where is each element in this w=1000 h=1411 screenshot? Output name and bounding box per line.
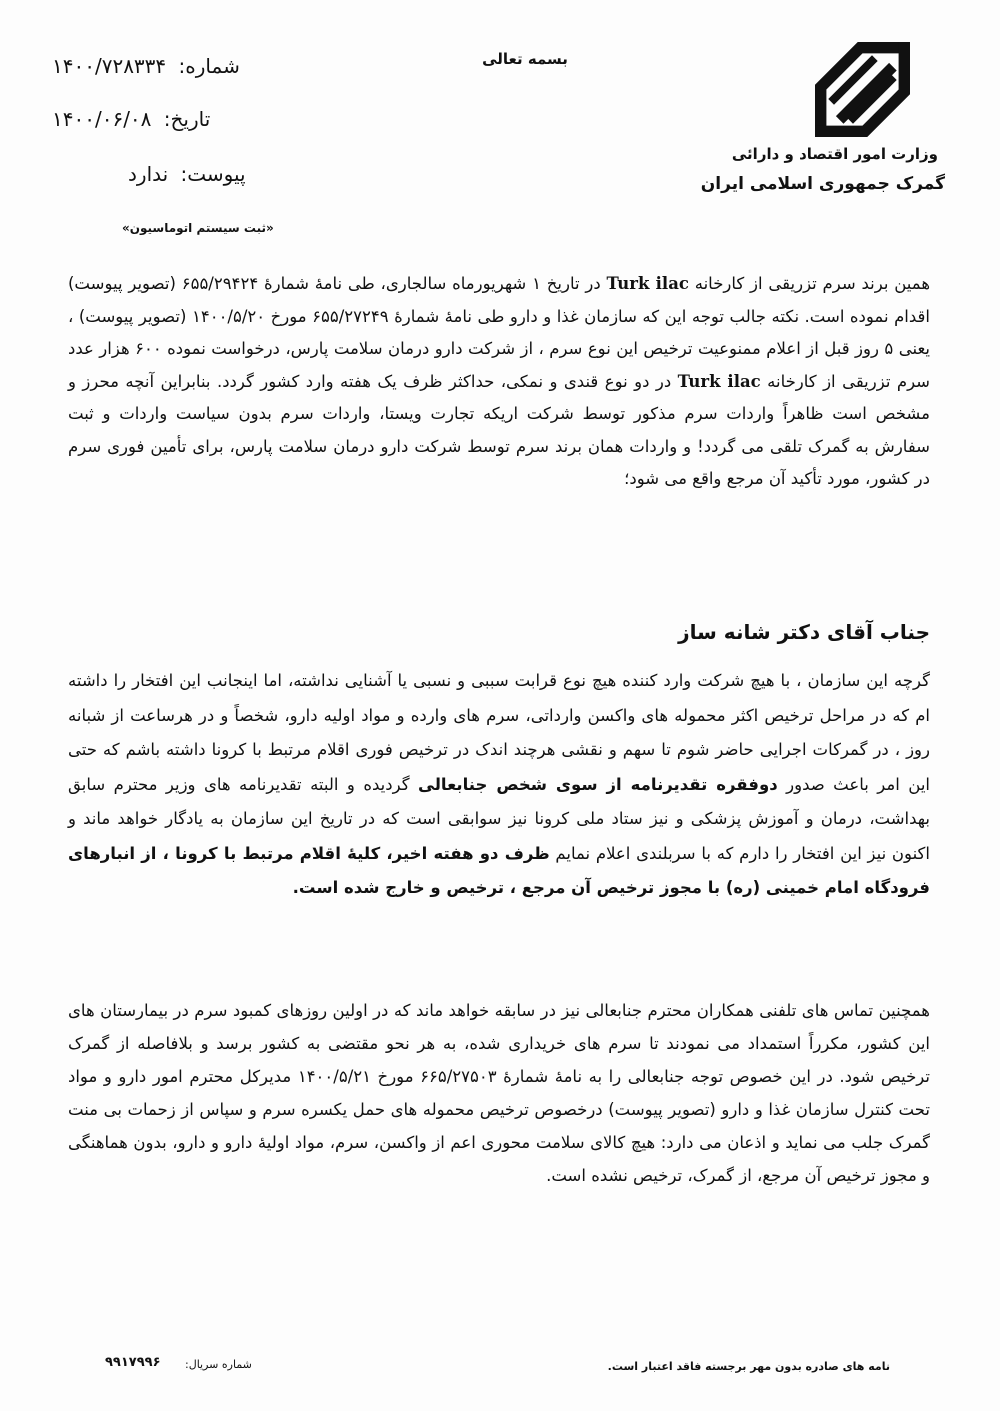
p2-part-a: گرچه این سازمان ، با هیچ شرکت وارد کننده هیچ نوع قرابت سببی و نسبی یا آشنایی نداشته، اما اینجانب این افتخار را داشته ام که در مراحل ترخیص اکثر محموله های واکسن وارداتی، سرم های وارده و مواد اولیه دارو، شخصاً و در هرساعت از شبانه روز ، در گمرکات اجرایی حاضر شوم تا سهم و نقشی هرچند اندک در ترخیص فوری اقلام مرتبط با کرونا داشته باشم که حتی این امر باعث صدور bbox=[68, 671, 930, 794]
letter-attachment-label: پیوست: bbox=[180, 162, 246, 186]
p1-part-c: در دو نوع قندی و نمکی، حداکثر ظرف یک هفته وارد کشور گردد. بنابراین آنچه محرز و مشخص است ظاهراً واردات سرم مذکور توسط شرکت اریکه تجارت ویستا، واردات سرم بدون سیاست واردات و ثبت سفارش به گمرک تلقی می گردد! و واردات همان برند سرم توسط شرکت دارو درمان سلامت پارس، برای تأمین فوری سرم در کشور، مورد تأکید آن مرجع واقع می شود؛ bbox=[68, 371, 930, 488]
body-paragraph-1 bbox=[68, 268, 930, 496]
p2-part-b: گردیده و البته تقدیرنامه های وزیر محترم سابق بهداشت، درمان و آموزش پزشکی و نیز ستاد ملی کرونا نیز سوابقی است که در تاریخ این سازمان به یادگار خواهد ماند و اکنون نیز این افتخار را دارم که با سربلندی اعلام نمایم bbox=[68, 774, 930, 863]
letter-number-value: ۱۴۰۰/۷۲۸۳۳۴ bbox=[52, 54, 167, 78]
customs-name: گمرک جمهوری اسلامی ایران bbox=[700, 174, 945, 194]
letter-date-label: تاریخ: bbox=[163, 107, 211, 131]
body-paragraph-3: همچنین تماس های تلفنی همکاران محترم جنابعالی نیز در سابقه خواهد ماند که در اولین روزهای کمبود سرم در بیمارستان های این کشور، مکرراً استمداد می نمودند تا سرم های خریداری شده، به هر نحو مقتضی به کشور برسد و بلافاصله از گمرک ترخیص شود. در این خصوص توجه جنابعالی را به نامهٔ شمارهٔ ۶۶۵/۲۷۵۰۳ مورخ ۱۴۰۰/۵/۲۱ مدیرکل محترم امور دارو و مواد تحت کنترل سازمان غذا و دارو (تصویر پیوست) درخصوص ترخیص محموله های حمل یکسره سرم و سپاس از زحمات بی منت گمرک جلب می نماید و اذعان می دارد: هیچ کالای سلامت محوری اعم از واکسن، سرم، مواد اولیهٔ دارو و دارو، بدون هماهنگی و مجوز ترخیص آن مرجع، از گمرک، ترخیص نشده است. bbox=[68, 1001, 930, 1185]
body-paragraph-2 bbox=[68, 664, 930, 906]
letter-date-value: ۱۴۰۰/۰۶/۰۸ bbox=[52, 107, 152, 131]
letter-date bbox=[52, 107, 210, 131]
letter-attachment-value: ندارد bbox=[128, 162, 169, 186]
automation-system-note: «ثبت سیستم اتوماسیون» bbox=[122, 221, 274, 235]
p2-bold-1: دوفقره تقدیرنامه از سوی شخص جنابعالی bbox=[418, 774, 778, 794]
serial-number-value: ۹۹۱۷۹۹۶ bbox=[105, 1355, 161, 1370]
letter-attachment bbox=[128, 162, 246, 186]
customs-emblem-icon bbox=[815, 42, 910, 137]
ministry-name: وزارت امور اقتصاد و دارائی bbox=[731, 145, 938, 163]
p1-part-a: همین برند سرم تزریقی از کارخانه bbox=[688, 274, 931, 293]
serial-number-label: شماره سریال: bbox=[185, 1358, 252, 1371]
p1-brand-name: Turk ilac bbox=[606, 274, 689, 293]
p1-brand-name-2: Turk ilac bbox=[677, 371, 761, 391]
p2-bold-2: ظرف دو هفته اخیر، کلیهٔ اقلام مرتبط با کرونا ، از انبارهای فرودگاه امام خمینی (ره) با مجوز ترخیص آن مرجع ، ترخیص و خارج شده است. bbox=[68, 843, 930, 897]
footer-validity-note: نامه های صادره بدون مهر برجسته فاقد اعتبار است. bbox=[607, 1360, 890, 1373]
letter-number-label: شماره: bbox=[178, 54, 240, 78]
p1-part-b: در تاریخ ۱ شهریورماه سالجاری، طی نامهٔ شمارهٔ ۶۵۵/۲۹۴۲۴ (تصویر پیوست) اقدام نموده است. نکته جالب توجه این که سازمان غذا و دارو طی نامهٔ شمارهٔ ۶۵۵/۲۷۲۴۹ مورخ ۱۴۰۰/۵/۲۰ (تصویر پیوست) ، یعنی ۵ روز قبل از اعلام ممنوعیت ترخیص این نوع سرم ، از شرکت دارو درمان سلامت پارس، درخواست نموده ۶۰۰ هزار عدد سرم تزریقی از کارخانه bbox=[68, 274, 930, 391]
letter-number bbox=[52, 54, 240, 78]
addressee-heading: جناب آقای دکتر شانه ساز bbox=[678, 620, 930, 644]
invocation-heading: بسمه تعالی bbox=[482, 50, 568, 68]
